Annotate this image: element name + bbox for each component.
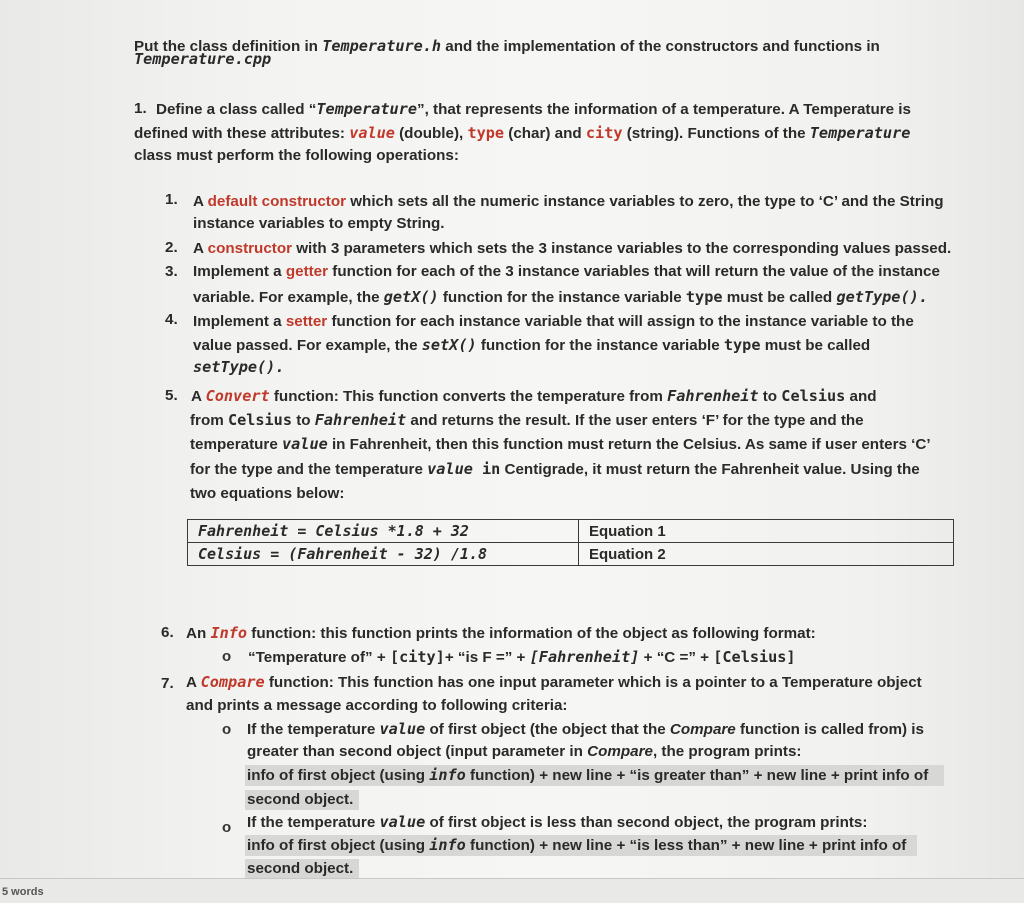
item-4-line-2: value passed. For example, the setX() function for the instance variable type must be called xyxy=(193,336,871,354)
item-1-number: 1. xyxy=(165,191,178,208)
item-6-bullet: o xyxy=(222,648,232,665)
item-7-b1-line-3: info of first object (using info function) + new line + “is greater than” + new line + print info of xyxy=(245,765,944,786)
item-6-number: 6. xyxy=(161,624,174,641)
equations-table xyxy=(187,519,954,566)
item-7-b2-line-1: If the temperature value of first object is less than second object, the program prints: xyxy=(247,813,868,831)
item-3-line-1: Implement a getter function for each of the 3 instance variables that will return the value of the instance xyxy=(193,263,940,280)
item-5-number: 5. xyxy=(165,387,178,404)
item-1-line-1: A default constructor which sets all the numeric instance variables to zero, the type to ‘C’ and the String xyxy=(193,193,944,210)
item-6-line-1: An Info function: this function prints the information of the object as following format: xyxy=(186,624,816,642)
item-5-line-3: temperature value in Fahrenheit, then this function must return the Celsius. As same if user enters ‘C’ xyxy=(190,435,931,453)
item-7-b2-line-2: info of first object (using info function) + new line + “is less than” + new line + print info of xyxy=(245,835,917,856)
item-4-line-1: Implement a setter function for each instance variable that will assign to the instance variable to the xyxy=(193,313,914,330)
status-bar xyxy=(0,878,1024,903)
item-7-b2-line-3: second object. xyxy=(245,859,359,879)
item-7-b1-line-1: If the temperature value of first object (the object that the Compare function is called from) is xyxy=(247,720,924,738)
item-3-line-2: variable. For example, the getX() function for the instance variable type must be called getType(). xyxy=(193,288,928,306)
item-3-number: 3. xyxy=(165,263,178,280)
intro-line-2: defined with these attributes: value (double), type (char) and city (string). Functions of the Temperature xyxy=(134,124,911,142)
item-2-number: 2. xyxy=(165,239,178,256)
item-7-number: 7. xyxy=(161,675,174,692)
item-5-line-4: for the type and the temperature value in Centigrade, it must return the Fahrenheit value. Using the xyxy=(190,460,920,478)
equation-2-label: Equation 2 xyxy=(579,543,954,566)
item-6-format: “Temperature of” + [city]+ “is F =” + [Fahrenheit] + “C =” + [Celsius] xyxy=(248,648,796,666)
item-2-line-1: A constructor with 3 parameters which sets the 3 instance variables to the corresponding values passed. xyxy=(193,240,952,257)
item-7-line-1: A Compare function: This function has one input parameter which is a pointer to a Temperature object xyxy=(186,673,922,691)
item-4-number: 4. xyxy=(165,311,178,328)
equation-1-label: Equation 1 xyxy=(579,520,954,543)
item-5-line-2: from Celsius to Fahrenheit and returns the result. If the user enters ‘F’ for the type and the xyxy=(190,411,864,429)
word-count: 5 words xyxy=(2,886,44,898)
equation-2-formula: Celsius = (Fahrenheit - 32) /1.8 xyxy=(188,543,579,566)
intro-line-1: Define a class called “Temperature”, that represents the information of a temperature. A Temperature is xyxy=(156,100,911,118)
item-7-b1-line-4: second object. xyxy=(245,790,359,810)
table-row xyxy=(188,520,954,543)
item-7-bullet-1: o xyxy=(222,721,232,738)
table-row xyxy=(188,543,954,566)
item-7-bullet-2: o xyxy=(222,819,232,836)
header-line-1: Put the class definition in Temperature.h and the implementation of the constructors and functions in xyxy=(134,37,880,55)
item-7-b1-line-2: greater than second object (input parameter in Compare, the program prints: xyxy=(247,743,802,760)
item-1-line-2: instance variables to empty String. xyxy=(193,215,445,232)
equation-1-formula: Fahrenheit = Celsius *1.8 + 32 xyxy=(188,520,579,543)
file-h: Temperature.h xyxy=(322,37,442,55)
file-cpp: Temperature.cpp xyxy=(134,50,272,68)
intro-line-3: class must perform the following operations: xyxy=(134,147,459,164)
item-7-line-2: and prints a message according to following criteria: xyxy=(186,697,568,714)
item-4-line-3: setType(). xyxy=(193,358,285,376)
item-5-line-1: A Convert function: This function converts the temperature from Fahrenheit to Celsius and xyxy=(191,387,877,405)
item-5-line-5: two equations below: xyxy=(190,485,345,502)
intro-number: 1. xyxy=(134,100,147,117)
header-line-2 xyxy=(134,49,271,70)
